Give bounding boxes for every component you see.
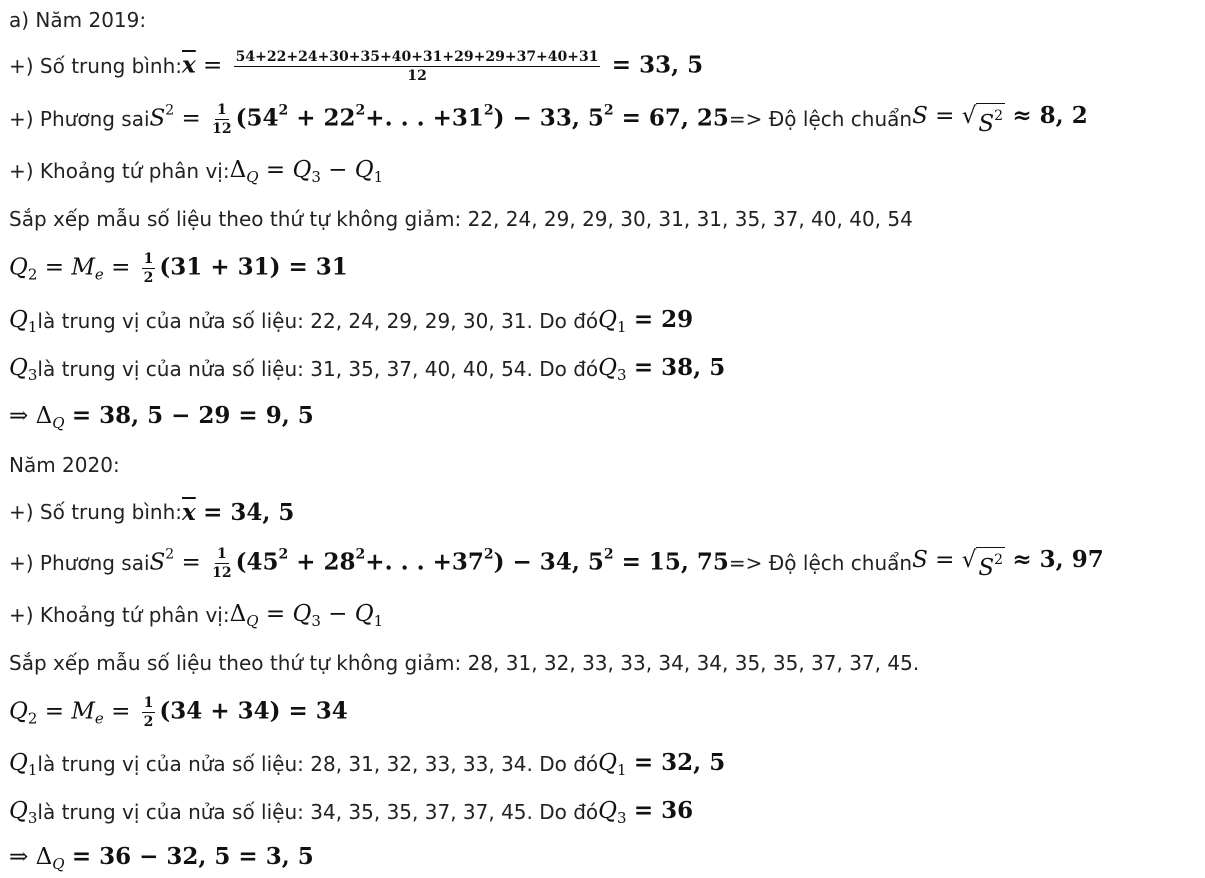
std-result: ≈ 3, 97	[1012, 546, 1104, 573]
variance-frac-den: 12	[212, 564, 232, 581]
q2-line-2019	[9, 248, 348, 288]
q2-formula: $Q_2 = M_e$ = $\frac{1}{2}$ (31 + 31) = 31	[9, 250, 348, 286]
mean-fraction	[234, 49, 601, 84]
heading-2019	[9, 0, 146, 40]
std-label: => Độ lệch chuẩn	[728, 551, 913, 575]
heading-2020	[9, 445, 120, 485]
variance-frac-den: 12	[212, 120, 232, 137]
iqr-formula: $\Delta_Q = Q_3 - Q_1$	[229, 600, 384, 630]
sorted-text: Sắp xếp mẫu số liệu theo thứ tự không giảm: 22, 24, 29, 29, 30, 31, 31, 35, 37, 40, 40, 54	[9, 207, 913, 231]
variance-term-b: + 28	[288, 548, 356, 575]
mean-line-2019	[9, 46, 703, 86]
delta-line-2020	[9, 838, 314, 878]
variance-frac-num: 1	[216, 101, 227, 118]
delta-line-2019	[9, 397, 314, 437]
heading-text: a) Năm 2019:	[9, 8, 147, 32]
heading-text: Năm 2020:	[9, 453, 120, 477]
mean-formula: $\overline{x} = 34$, 5	[182, 498, 295, 526]
iqr-label: +) Khoảng tứ phân vị:	[9, 603, 230, 627]
variance-term-a: (45	[235, 548, 279, 575]
variance-term-a: (54	[235, 104, 279, 131]
q1-value: = 32, 5	[633, 749, 726, 776]
iqr-formula: $\Delta_Q = Q_3 - Q_1$	[229, 156, 384, 186]
std-result: ≈ 8, 2	[1012, 102, 1088, 129]
q2-formula: $Q_2 = M_e$ = $\frac{1}{2}$ (34 + 34) = 34	[9, 694, 348, 730]
variance-term-d: ) − 34, 5	[493, 548, 604, 575]
variance-formula: $S^2$ = $\frac{1}{12}$ ($54^2 + 22^2+$. . . $+31^2) - 33$, $5^2 = 67$, 25	[149, 101, 729, 137]
sorted-line-2020	[9, 643, 919, 683]
iqr-line-2019	[9, 151, 383, 191]
std-formula: S = √ $S^2$ ≈ 3, 97	[912, 546, 1104, 581]
mean-result: = 33, 5	[611, 51, 704, 78]
q2-line-2020	[9, 692, 348, 732]
variance-term-c: +. . . +31	[365, 104, 484, 131]
mean-line-2020	[9, 492, 294, 532]
q3-line-2020: $Q_3$ là trung vị của nửa số liệu: 34, 35, 35, 37, 37, 45. Do đó $Q_3 = 36$	[9, 797, 694, 827]
sorted-text: Sắp xếp mẫu số liệu theo thứ tự không giảm: 28, 31, 32, 33, 33, 34, 34, 35, 35, 37, 37, 45.	[9, 651, 920, 675]
sorted-line-2019	[9, 199, 913, 239]
q2-expression: (34 + 34) = 34	[159, 697, 348, 724]
iqr-line-2020	[9, 595, 383, 635]
q3-value: = 36	[633, 797, 694, 824]
variance-term-d: ) − 33, 5	[493, 104, 604, 131]
variance-frac-num: 1	[216, 545, 227, 562]
std-label: => Độ lệch chuẩn	[728, 107, 913, 131]
q1-text: là trung vị của nửa số liệu: 28, 31, 32, 33, 33, 34. Do đó	[37, 752, 599, 776]
variance-term-c: +. . . +37	[365, 548, 484, 575]
variance-result: = 67, 25	[613, 104, 729, 131]
variance-formula: $S^2$ = $\frac{1}{12}$ ($45^2 + 28^2+$. . . $+37^2) - 34$, $5^2 = 15$, 75	[149, 545, 729, 581]
delta-formula: ⇒ $\Delta_Q = 38$, 5 − 29 = 9, 5	[9, 402, 314, 432]
delta-expression: = 38, 5 − 29 = 9, 5	[71, 402, 314, 429]
q1-line-2020: $Q_1$ là trung vị của nửa số liệu: 28, 31, 32, 33, 33, 34. Do đó $Q_1 = 32$, 5	[9, 749, 726, 779]
q3-value: = 38, 5	[633, 354, 726, 381]
mean-label: +) Số trung bình:	[9, 54, 183, 78]
iqr-label: +) Khoảng tứ phân vị:	[9, 159, 230, 183]
q3-text: là trung vị của nửa số liệu: 31, 35, 37, 40, 40, 54. Do đó	[37, 357, 599, 381]
variance-line-2019	[9, 99, 1088, 139]
q3-line-2019: $Q_3$ là trung vị của nửa số liệu: 31, 35, 37, 40, 40, 54. Do đó $Q_3 = 38$, 5	[9, 354, 726, 384]
q1-text: là trung vị của nửa số liệu: 22, 24, 29, 29, 30, 31. Do đó	[37, 309, 599, 333]
variance-label: +) Phương sai	[9, 551, 150, 575]
variance-line-2020	[9, 543, 1104, 583]
q3-text: là trung vị của nửa số liệu: 34, 35, 35, 37, 37, 45. Do đó	[37, 800, 599, 824]
variance-result: = 15, 75	[613, 548, 729, 575]
delta-formula: ⇒ $\Delta_Q = 36 - 32$, 5 = 3, 5	[9, 843, 314, 873]
mean-numerator: 54+22+24+30+35+40+31+29+29+37+40+31	[235, 48, 599, 65]
std-formula: S = √ $S^2$ ≈ 8, 2	[912, 102, 1088, 137]
mean-formula: $\overline{x}$ = $\frac{54+22+24+30+35+40+31+29+29+37+40+31}{12}$ = 33, 5	[182, 48, 704, 84]
mean-label: +) Số trung bình:	[9, 500, 183, 524]
delta-expression: = 36 − 32, 5 = 3, 5	[71, 843, 314, 870]
variance-term-b: + 22	[288, 104, 356, 131]
mean-denominator: 12	[407, 67, 427, 84]
q1-line-2019: $Q_1$ là trung vị của nửa số liệu: 22, 24, 29, 29, 30, 31. Do đó $Q_1 = 29$	[9, 306, 694, 336]
q1-value: = 29	[633, 306, 694, 333]
mean-result: = 34, 5	[203, 498, 295, 526]
q2-expression: (31 + 31) = 31	[159, 253, 348, 280]
variance-label: +) Phương sai	[9, 107, 150, 131]
